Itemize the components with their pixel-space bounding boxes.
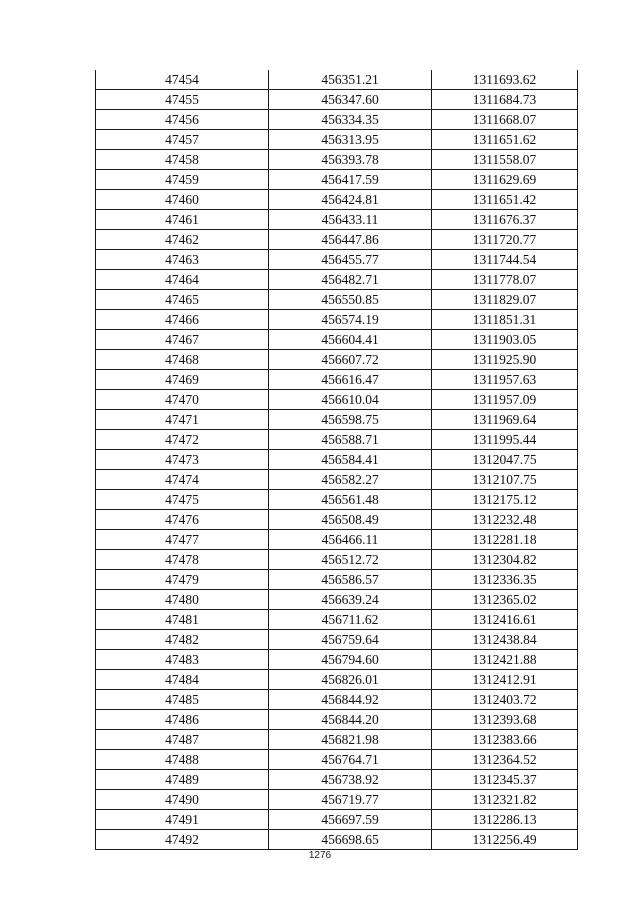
x-coordinate-cell: 456719.77	[269, 790, 432, 810]
point-id-cell: 47486	[96, 710, 269, 730]
table-row	[96, 610, 578, 630]
y-coordinate-cell: 1312232.48	[432, 510, 578, 530]
table-row	[96, 690, 578, 710]
x-coordinate-cell: 456610.04	[269, 390, 432, 410]
y-coordinate-cell: 1311558.07	[432, 150, 578, 170]
point-id-cell: 47455	[96, 90, 269, 110]
y-coordinate-cell: 1311995.44	[432, 430, 578, 450]
x-coordinate-cell: 456584.41	[269, 450, 432, 470]
page-number: 1276	[308, 850, 332, 861]
y-coordinate-cell: 1311778.07	[432, 270, 578, 290]
x-coordinate-cell: 456550.85	[269, 290, 432, 310]
table-row	[96, 710, 578, 730]
x-coordinate-cell: 456393.78	[269, 150, 432, 170]
y-coordinate-cell: 1312304.82	[432, 550, 578, 570]
x-coordinate-cell: 456582.27	[269, 470, 432, 490]
point-id-cell: 47491	[96, 810, 269, 830]
table-row	[96, 350, 578, 370]
y-coordinate-cell: 1312047.75	[432, 450, 578, 470]
x-coordinate-cell: 456508.49	[269, 510, 432, 530]
table-row	[96, 370, 578, 390]
table-row	[96, 770, 578, 790]
table-row	[96, 830, 578, 850]
table-row	[96, 590, 578, 610]
point-id-cell: 47478	[96, 550, 269, 570]
y-coordinate-cell: 1311693.62	[432, 70, 578, 90]
point-id-cell: 47459	[96, 170, 269, 190]
x-coordinate-cell: 456586.57	[269, 570, 432, 590]
y-coordinate-cell: 1311720.77	[432, 230, 578, 250]
y-coordinate-cell: 1312321.82	[432, 790, 578, 810]
table-row	[96, 790, 578, 810]
y-coordinate-cell: 1311744.54	[432, 250, 578, 270]
y-coordinate-cell: 1312336.35	[432, 570, 578, 590]
y-coordinate-cell: 1311651.62	[432, 130, 578, 150]
table-row	[96, 490, 578, 510]
x-coordinate-cell: 456561.48	[269, 490, 432, 510]
point-id-cell: 47458	[96, 150, 269, 170]
point-id-cell: 47464	[96, 270, 269, 290]
table-row	[96, 150, 578, 170]
y-coordinate-cell: 1311651.42	[432, 190, 578, 210]
table-row	[96, 210, 578, 230]
x-coordinate-cell: 456588.71	[269, 430, 432, 450]
y-coordinate-cell: 1311903.05	[432, 330, 578, 350]
table-row	[96, 230, 578, 250]
point-id-cell: 47466	[96, 310, 269, 330]
y-coordinate-cell: 1312175.12	[432, 490, 578, 510]
table-row	[96, 730, 578, 750]
x-coordinate-cell: 456455.77	[269, 250, 432, 270]
y-coordinate-cell: 1311676.37	[432, 210, 578, 230]
x-coordinate-cell: 456604.41	[269, 330, 432, 350]
y-coordinate-cell: 1312286.13	[432, 810, 578, 830]
point-id-cell: 47461	[96, 210, 269, 230]
y-coordinate-cell: 1312403.72	[432, 690, 578, 710]
point-id-cell: 47472	[96, 430, 269, 450]
point-id-cell: 47471	[96, 410, 269, 430]
table-row	[96, 630, 578, 650]
point-id-cell: 47469	[96, 370, 269, 390]
point-id-cell: 47487	[96, 730, 269, 750]
table-row	[96, 570, 578, 590]
x-coordinate-cell: 456607.72	[269, 350, 432, 370]
y-coordinate-cell: 1312393.68	[432, 710, 578, 730]
x-coordinate-cell: 456826.01	[269, 670, 432, 690]
y-coordinate-cell: 1311925.90	[432, 350, 578, 370]
x-coordinate-cell: 456351.21	[269, 70, 432, 90]
point-id-cell: 47470	[96, 390, 269, 410]
table-row	[96, 470, 578, 490]
point-id-cell: 47460	[96, 190, 269, 210]
y-coordinate-cell: 1311957.09	[432, 390, 578, 410]
x-coordinate-cell: 456738.92	[269, 770, 432, 790]
y-coordinate-cell: 1311829.07	[432, 290, 578, 310]
point-id-cell: 47477	[96, 530, 269, 550]
point-id-cell: 47474	[96, 470, 269, 490]
table-row	[96, 750, 578, 770]
table-row	[96, 550, 578, 570]
y-coordinate-cell: 1312364.52	[432, 750, 578, 770]
x-coordinate-cell: 456844.20	[269, 710, 432, 730]
y-coordinate-cell: 1311957.63	[432, 370, 578, 390]
table-row	[96, 670, 578, 690]
x-coordinate-cell: 456711.62	[269, 610, 432, 630]
point-id-cell: 47456	[96, 110, 269, 130]
point-id-cell: 47492	[96, 830, 269, 850]
point-id-cell: 47462	[96, 230, 269, 250]
y-coordinate-cell: 1311851.31	[432, 310, 578, 330]
point-id-cell: 47454	[96, 70, 269, 90]
x-coordinate-cell: 456482.71	[269, 270, 432, 290]
y-coordinate-cell: 1312383.66	[432, 730, 578, 750]
table-row	[96, 110, 578, 130]
x-coordinate-cell: 456466.11	[269, 530, 432, 550]
point-id-cell: 47481	[96, 610, 269, 630]
x-coordinate-cell: 456639.24	[269, 590, 432, 610]
table-row	[96, 170, 578, 190]
x-coordinate-cell: 456697.59	[269, 810, 432, 830]
y-coordinate-cell: 1312107.75	[432, 470, 578, 490]
y-coordinate-cell: 1312281.18	[432, 530, 578, 550]
table-row	[96, 250, 578, 270]
x-coordinate-cell: 456334.35	[269, 110, 432, 130]
x-coordinate-cell: 456821.98	[269, 730, 432, 750]
coordinates-table	[95, 70, 578, 850]
table-row	[96, 410, 578, 430]
y-coordinate-cell: 1312256.49	[432, 830, 578, 850]
table-row	[96, 290, 578, 310]
x-coordinate-cell: 456347.60	[269, 90, 432, 110]
x-coordinate-cell: 456417.59	[269, 170, 432, 190]
y-coordinate-cell: 1311969.64	[432, 410, 578, 430]
point-id-cell: 47484	[96, 670, 269, 690]
table-row	[96, 130, 578, 150]
point-id-cell: 47479	[96, 570, 269, 590]
table-row	[96, 90, 578, 110]
point-id-cell: 47490	[96, 790, 269, 810]
y-coordinate-cell: 1312416.61	[432, 610, 578, 630]
y-coordinate-cell: 1312438.84	[432, 630, 578, 650]
y-coordinate-cell: 1311684.73	[432, 90, 578, 110]
point-id-cell: 47480	[96, 590, 269, 610]
x-coordinate-cell: 456764.71	[269, 750, 432, 770]
table-row	[96, 190, 578, 210]
point-id-cell: 47483	[96, 650, 269, 670]
x-coordinate-cell: 456512.72	[269, 550, 432, 570]
table-row	[96, 390, 578, 410]
y-coordinate-cell: 1312345.37	[432, 770, 578, 790]
x-coordinate-cell: 456313.95	[269, 130, 432, 150]
y-coordinate-cell: 1312412.91	[432, 670, 578, 690]
table-row	[96, 270, 578, 290]
table-row	[96, 810, 578, 830]
table-row	[96, 310, 578, 330]
coordinates-table-body	[96, 70, 578, 850]
point-id-cell: 47485	[96, 690, 269, 710]
x-coordinate-cell: 456759.64	[269, 630, 432, 650]
y-coordinate-cell: 1312421.88	[432, 650, 578, 670]
x-coordinate-cell: 456574.19	[269, 310, 432, 330]
x-coordinate-cell: 456447.86	[269, 230, 432, 250]
x-coordinate-cell: 456616.47	[269, 370, 432, 390]
x-coordinate-cell: 456424.81	[269, 190, 432, 210]
x-coordinate-cell: 456598.75	[269, 410, 432, 430]
table-row	[96, 70, 578, 90]
point-id-cell: 47467	[96, 330, 269, 350]
point-id-cell: 47468	[96, 350, 269, 370]
y-coordinate-cell: 1312365.02	[432, 590, 578, 610]
point-id-cell: 47489	[96, 770, 269, 790]
table-row	[96, 430, 578, 450]
point-id-cell: 47475	[96, 490, 269, 510]
point-id-cell: 47465	[96, 290, 269, 310]
table-row	[96, 510, 578, 530]
y-coordinate-cell: 1311668.07	[432, 110, 578, 130]
point-id-cell: 47473	[96, 450, 269, 470]
x-coordinate-cell: 456794.60	[269, 650, 432, 670]
x-coordinate-cell: 456433.11	[269, 210, 432, 230]
table-row	[96, 530, 578, 550]
table-row	[96, 450, 578, 470]
y-coordinate-cell: 1311629.69	[432, 170, 578, 190]
point-id-cell: 47457	[96, 130, 269, 150]
x-coordinate-cell: 456698.65	[269, 830, 432, 850]
point-id-cell: 47476	[96, 510, 269, 530]
point-id-cell: 47488	[96, 750, 269, 770]
table-row	[96, 650, 578, 670]
x-coordinate-cell: 456844.92	[269, 690, 432, 710]
point-id-cell: 47463	[96, 250, 269, 270]
point-id-cell: 47482	[96, 630, 269, 650]
table-row	[96, 330, 578, 350]
